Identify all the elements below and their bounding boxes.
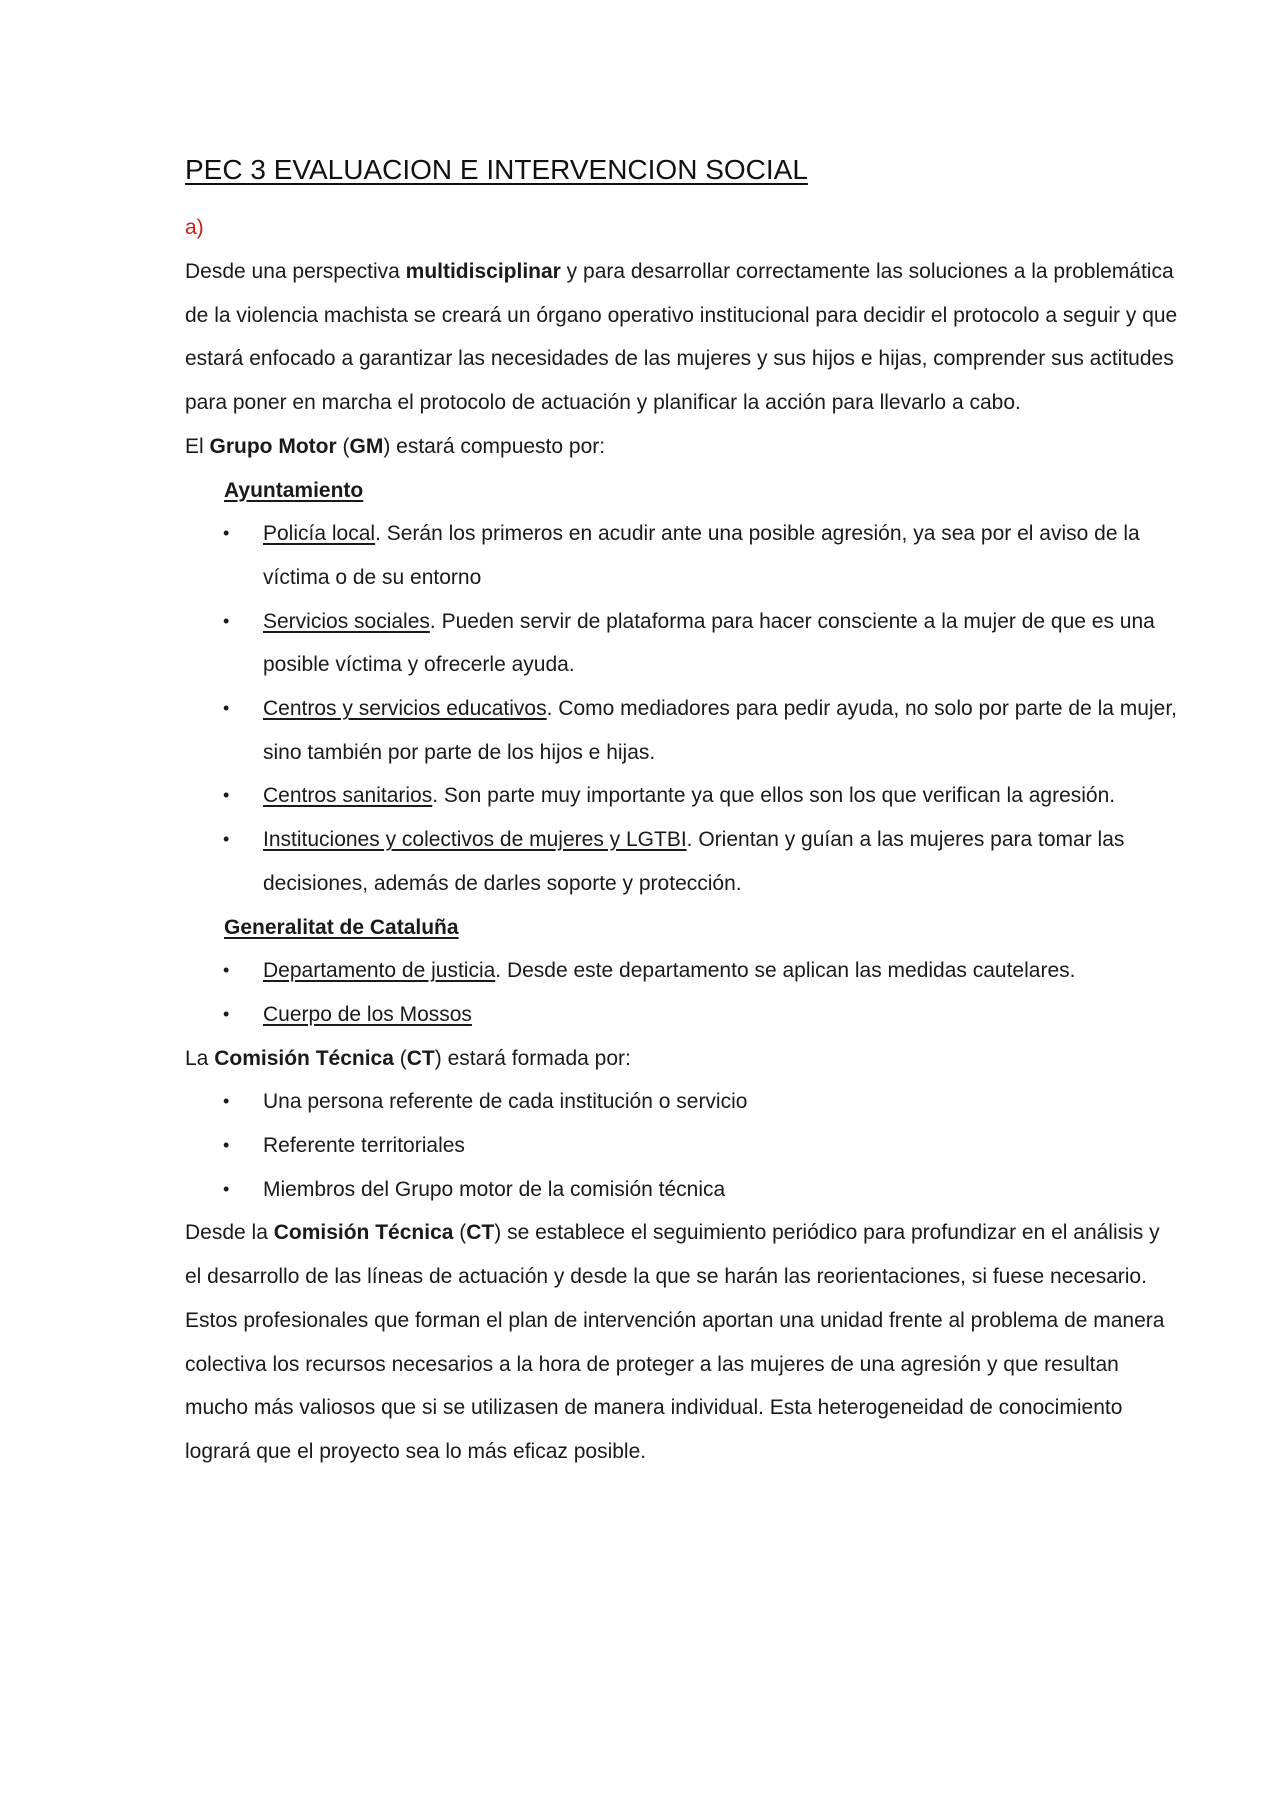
ct-text-3: ) estará formada por: [434, 1046, 631, 1070]
ayuntamiento-heading [224, 469, 1180, 513]
generalitat-list [185, 949, 1180, 1036]
grupo-motor-intro [185, 425, 1180, 469]
item-desc: . Como mediadores para pedir ayuda, no solo por parte de la mujer, sino también por parte de los hijos e hijas. [263, 697, 1177, 764]
generalitat-heading [224, 906, 1180, 950]
list-item [185, 1080, 1180, 1124]
bullet-icon: • [223, 1178, 230, 1199]
closing-paragraph: Estos profesionales que forman el plan de intervención aportan una unidad frente al problema de manera colectiva los recursos necesarios a la hora de proteger a las mujeres de una agresión y que resultan mucho más valiosos que si se utilizasen de manera individual. Esta heterogeneidad de conocimiento logrará que el proyecto sea lo más eficaz posible. [185, 1308, 1165, 1463]
gm-text-2: ( [336, 434, 350, 458]
ayuntamiento-label: Ayuntamiento [224, 478, 364, 502]
list-item [185, 774, 1180, 818]
ctf-text-3: ) se establece el seguimiento periódico para profundizar en el análisis y el desarrollo de las líneas de actuación y desde la que se harán las reorientaciones, si fuese necesario. [185, 1221, 1160, 1289]
intro-bold-multidisciplinar: multidisciplinar [405, 260, 561, 283]
item-name: Policía local [263, 522, 376, 546]
list-item [185, 687, 1180, 774]
ct-followup-paragraph [185, 1211, 1180, 1298]
ct-bold-comision-tecnica: Comisión Técnica [214, 1046, 394, 1070]
list-item [185, 1124, 1180, 1168]
ayuntamiento-list [185, 512, 1180, 905]
list-item [185, 1168, 1180, 1212]
item-desc: . Pueden servir de plataforma para hacer consciente a la mujer de que es una posible víctima y ofrecerle ayuda. [263, 609, 1155, 677]
item-name: Departamento de justicia [263, 959, 496, 983]
item-text: Miembros del Grupo motor de la comisión técnica [263, 1177, 726, 1201]
bullet-icon: • [223, 698, 230, 719]
list-item [185, 949, 1180, 993]
intro-text-2: y para desarrollar correctamente las soluciones a la problemática de la violencia machista se creará un órgano operativo institucional para decidir el protocolo a seguir y que estará enfocado a garantizar las necesidades de las mujeres y sus hijos e hijas, comprender sus actitudes para poner en marcha el protocolo de actuación y planificar la acción para llevarlo a cabo. [185, 260, 1178, 415]
item-desc: . Serán los primeros en acudir ante una posible agresión, ya sea por el aviso de la víctima o de su entorno [263, 522, 1140, 589]
item-text: Una persona referente de cada institución o servicio [263, 1090, 748, 1114]
list-item [185, 993, 1180, 1037]
bullet-icon: • [223, 829, 230, 850]
item-desc: . Orientan y guían a las mujeres para tomar las decisiones, además de darles soporte y protección. [263, 828, 1125, 895]
bullet-icon: • [223, 1091, 230, 1112]
ct-list [185, 1080, 1180, 1211]
gm-bold-gm: GM [349, 434, 384, 458]
ctf-text-1: Desde la [185, 1221, 274, 1245]
list-item [185, 512, 1180, 599]
section-label: a) [185, 216, 204, 239]
ct-text-2: ( [393, 1046, 407, 1070]
list-item [185, 818, 1180, 905]
ctf-text-2: ( [453, 1221, 467, 1245]
bullet-icon: • [223, 610, 230, 631]
intro-paragraph [185, 250, 1180, 425]
comision-tecnica-intro [185, 1037, 1180, 1081]
intro-text-1: Desde una perspectiva [185, 260, 406, 283]
item-text: Referente territoriales [263, 1134, 465, 1158]
bullet-icon: • [223, 785, 230, 806]
ct-text-1: La [185, 1046, 215, 1070]
ct-bold-ct: CT [406, 1046, 435, 1070]
item-name: Centros sanitarios [263, 784, 433, 808]
gm-text-1: El [185, 434, 210, 458]
bullet-icon: • [223, 1135, 230, 1156]
gm-text-3: ) estará compuesto por: [383, 434, 606, 458]
item-name: Instituciones y colectivos de mujeres y LGTBI [263, 828, 687, 852]
page-title: PEC 3 EVALUACION E INTERVENCION SOCIAL [185, 154, 808, 185]
bullet-icon: • [223, 1003, 230, 1024]
ctf-bold-comision-tecnica: Comisión Técnica [273, 1221, 454, 1245]
bullet-icon: • [223, 523, 230, 544]
ctf-bold-ct: CT [466, 1221, 495, 1245]
item-name: Cuerpo de los Mossos [263, 1002, 472, 1026]
generalitat-label: Generalitat de Cataluña [224, 915, 459, 939]
item-name: Servicios sociales [263, 609, 430, 633]
list-item [185, 600, 1180, 687]
item-desc: . Desde este departamento se aplican las medidas cautelares. [495, 959, 1076, 983]
item-name: Centros y servicios educativos [263, 697, 547, 721]
item-desc: . Son parte muy importante ya que ellos son los que verifican la agresión. [432, 784, 1116, 808]
gm-bold-grupo-motor: Grupo Motor [209, 434, 337, 458]
bullet-icon: • [223, 960, 230, 981]
